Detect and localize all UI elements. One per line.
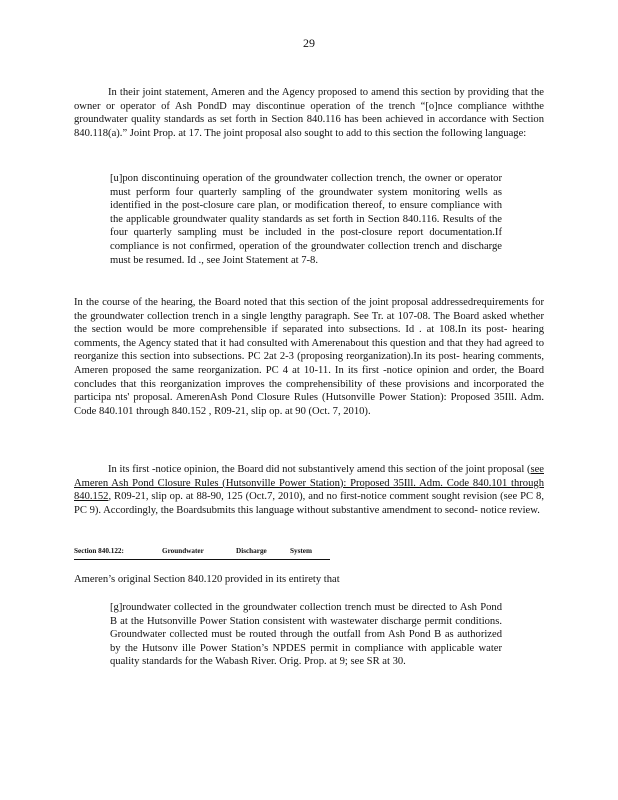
paragraph-first-notice [74, 463, 544, 517]
block-quote-groundwater: [g]roundwater collected in the groundwater collection trench must be directed to Ash Pond B at the Hutsonville Power Station consistent with wastewater discharge permit conditions. Groundwater collected must be routed through the outfall from Ash Pond B as authorized by the Hutsonv ille Power Station’s NPDES permit in compliance with applicable water quality standards for the Wabash River. Orig. Prop. at 9; see SR at 30. [110, 602, 502, 668]
section-heading-number: Section 840.122: [74, 547, 124, 555]
paragraph-hearing: In the course of the hearing, the Board noted that this section of the joint proposal addressedrequirements for the groundwater collection trench in a single lengthy paragraph. See Tr. at 107-08. The Board asked whether the section would be more comprehensible if separated into subsections. Id . at 108.In its post- hearing comments, the Agency stated that it had consulted with Amerenabout this question and that they had agreed to reorganize this section into subsections. PC 2at 2-3 (proposing reorganization).In its post- hearing comments, Ameren proposed the same reorganization. PC 4 at 10-11. In its first -notice opinion and order, the Board concludes that this reorganization improves the comprehensibility of these provisions and incorporated the participa nts' proposal. AmerenAsh Pond Closure Rules (Hutsonville Power Station): Proposed 35Ill. Adm. Code 840.101 through 840.152 , R09-21, slip op. at 90 (Oct. 7, 2010). [74, 297, 544, 417]
section-heading-word-1: Groundwater [162, 547, 204, 555]
citation-link[interactable]: see Ameren Ash Pond Closure Rules (Hutsonville Power Station): Proposed 35Ill. Adm. Code 840.101 through 840.152 [74, 464, 544, 503]
section-heading-word-3: System [290, 547, 312, 555]
paragraph-first-notice-pre: In its first -notice opinion, the Board did not substantively amend this section of the joint proposal ( [108, 464, 531, 475]
page-number: 29 [303, 36, 315, 50]
block-quote-discontinuing: [u]pon discontinuing operation of the groundwater collection trench, the owner or operator must perform four quarterly sampling of the groundwater system monitoring wells as identified in the post-closure care plan, or modification thereof, to ensure compliance with the applicable groundwater quality standards as set forth in Section 840.116. Results of the four quarterly sampling must be included in the post-closure report documentation.If compliance is not confirmed, operation of the groundwater collection trench and discharge must be resumed. Id ., see Joint Statement at 7-8. [110, 173, 502, 266]
section-heading-word-2: Discharge [236, 547, 267, 555]
paragraph-original-section: Ameren’s original Section 840.120 provided in its entirety that [74, 574, 340, 585]
paragraph-joint-statement: In their joint statement, Ameren and the Agency proposed to amend this section by providing that the owner or operator of Ash PondD may discontinue operation of the trench “[o]nce compliance withthe groundwater quality standards as set forth in Section 840.116 has been achieved in accordance with Section 840.118(a).” Joint Prop. at 17. The joint proposal also sought to add to this section the following language: [74, 87, 544, 139]
paragraph-first-notice-post: , R09-21, slip op. at 88-90, 125 (Oct.7, 2010), and no first-notice comment sought revision (see PC 8, PC 9). Accordingly, the Boardsubmits this language without substantive amendment to second- notice review. [74, 491, 544, 516]
section-heading [74, 547, 330, 560]
